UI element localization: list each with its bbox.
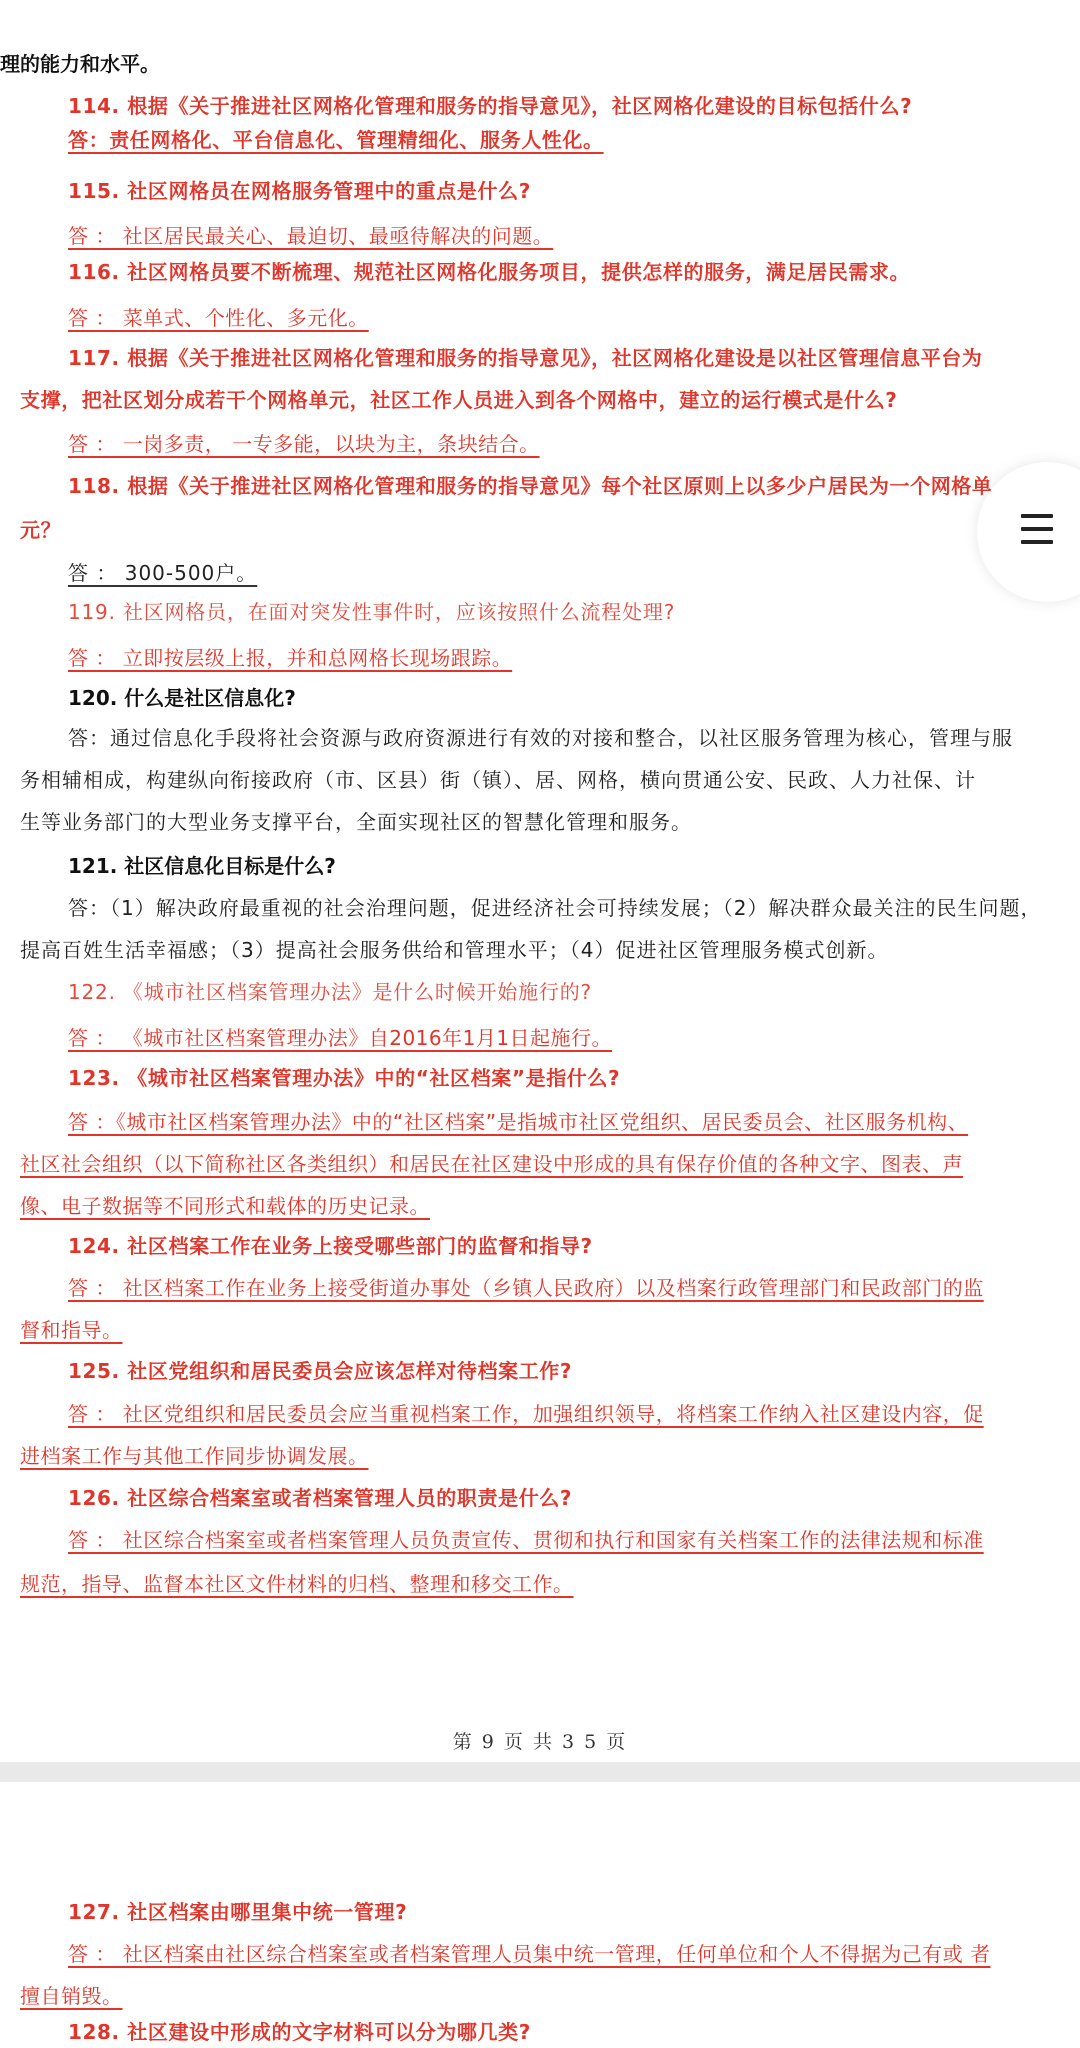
question-127: 127. 社区档案由哪里集中统一管理? — [68, 1900, 408, 1924]
question-124: 124. 社区档案工作在业务上接受哪些部门的监督和指导? — [68, 1234, 593, 1258]
answer-114: 答：责任网格化、平台信息化、管理精细化、服务人性化。 — [68, 128, 604, 152]
question-122: 122. 《城市社区档案管理办法》是什么时候开始施行的? — [68, 980, 592, 1004]
answer-120-line1: 答：通过信息化手段将社会资源与政府资源进行有效的对接和整合，以社区服务管理为核心，管理与服 — [68, 726, 1013, 750]
answer-120-line2: 务相辅相成，构建纵向衔接政府（市、区县）街（镇）、居、网格，横向贯通公安、民政、人力社保、计 — [20, 768, 976, 792]
page-separator — [0, 1762, 1080, 1782]
answer-126-line2: 规范，指导、监督本社区文件材料的归档、整理和移交工作。 — [20, 1572, 574, 1596]
question-118-line2: 元？ — [20, 518, 62, 542]
answer-116: 答 ： 菜单式、个性化、多元化。 — [68, 306, 369, 330]
question-114: 114. 根据《关于推进社区网格化管理和服务的指导意见》，社区网格化建设的目标包括什么? — [68, 94, 913, 118]
answer-120-line3: 生等业务部门的大型业务支撑平台，全面实现社区的智慧化管理和服务。 — [20, 810, 692, 834]
answer-123-line1: 答 ：《城市社区档案管理办法》中的“社区档案”是指城市社区党组织、居民委员会、社区服务机构、 — [68, 1110, 969, 1134]
question-116: 116. 社区网格员要不断梳理、规范社区网格化服务项目，提供怎样的服务，满足居民需求。 — [68, 260, 911, 284]
answer-127-line2: 擅自销毁。 — [20, 1984, 123, 2008]
answer-123-line3: 像、电子数据等不同形式和载体的历史记录。 — [20, 1194, 430, 1218]
answer-124-line2: 督和指导。 — [20, 1318, 123, 1342]
question-126: 126. 社区综合档案室或者档案管理人员的职责是什么? — [68, 1486, 573, 1510]
answer-119: 答 ： 立即按层级上报，并和总网格长现场跟踪。 — [68, 646, 513, 670]
question-119: 119. 社区网格员，在面对突发性事件时，应该按照什么流程处理? — [68, 600, 676, 624]
answer-125-line2: 进档案工作与其他工作同步协调发展。 — [20, 1444, 369, 1468]
answer-118: 答 ： 300-500户。 — [68, 561, 258, 585]
menu-icon — [1021, 514, 1053, 553]
answer-124-line1: 答 ： 社区档案工作在业务上接受街道办事处（乡镇人民政府）以及档案行政管理部门和民政部门的监 — [68, 1276, 984, 1300]
text-line: 理的能力和水平。 — [0, 52, 160, 76]
answer-121-line2: 提高百姓生活幸福感；（3）提高社会服务供给和管理水平；（4）促进社区管理服务模式创新。 — [20, 938, 889, 962]
question-115: 115. 社区网格员在网格服务管理中的重点是什么? — [68, 179, 531, 203]
answer-122: 答 ： 《城市社区档案管理办法》自2016年1月1日起施行。 — [68, 1026, 613, 1050]
answer-123-line2: 社区社会组织（以下简称社区各类组织）和居民在社区建设中形成的具有保存价值的各种文字、图表、声 — [20, 1152, 963, 1176]
answer-126-line1: 答 ： 社区综合档案室或者档案管理人员负责宣传、贯彻和执行和国家有关档案工作的法律法规和标准 — [68, 1528, 984, 1552]
question-117-line1: 117. 根据《关于推进社区网格化管理和服务的指导意见》，社区网格化建设是以社区管理信息平台为 — [68, 346, 983, 370]
question-117-line2: 支撑，把社区划分成若干个网格单元，社区工作人员进入到各个网格中，建立的运行模式是什么? — [20, 388, 898, 412]
document-page-10 — [0, 1782, 1080, 2043]
answer-117: 答 ： 一岗多责， 一专多能，以块为主，条块结合。 — [68, 432, 540, 456]
question-125: 125. 社区党组织和居民委员会应该怎样对待档案工作? — [68, 1359, 573, 1383]
question-123: 123. 《城市社区档案管理办法》中的“社区档案”是指什么? — [68, 1066, 621, 1090]
answer-125-line1: 答 ： 社区党组织和居民委员会应当重视档案工作，加强组织领导，将档案工作纳入社区建设内容，促 — [68, 1402, 984, 1426]
answer-121-line1: 答：（1）解决政府最重视的社会治理问题，促进经济社会可持续发展；（2）解决群众最关注的民生问题， — [68, 896, 1042, 920]
answer-115: 答 ： 社区居民最关心、最迫切、最亟待解决的问题。 — [68, 224, 554, 248]
question-121: 121. 社区信息化目标是什么? — [68, 854, 336, 878]
question-128: 128. 社区建设中形成的文字材料可以分为哪几类? — [68, 2020, 531, 2044]
answer-127-line1: 答 ： 社区档案由社区综合档案室或者档案管理人员集中统一管理，任何单位和个人不得据为己有或 者 — [68, 1942, 991, 1966]
question-118-line1: 118. 根据《关于推进社区网格化管理和服务的指导意见》每个社区原则上以多少户居民为一个网格单 — [68, 474, 993, 498]
question-120: 120. 什么是社区信息化? — [68, 686, 296, 710]
page-footer: 第 9 页 共 3 5 页 — [452, 1731, 628, 1753]
